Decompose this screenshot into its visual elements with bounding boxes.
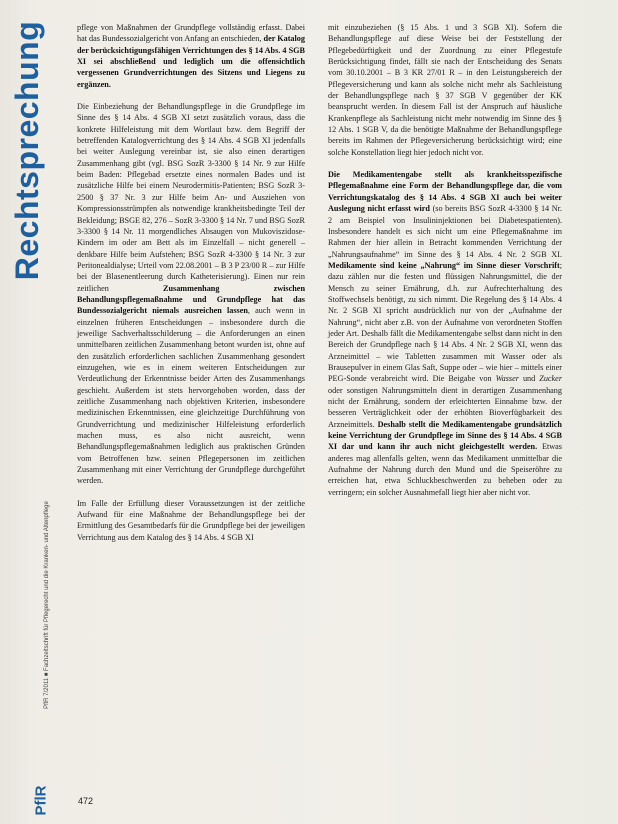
journal-line — [36, 450, 58, 760]
italic-run: Wasser — [495, 374, 519, 384]
text-run: Die Einbeziehung der Behandlungspflege in die Grundpflege im Sinne des § 14 Abs. 4 SGB XI setzt zusätzlich voraus, dass die konkrete Hilfeleistung mit dem Wortlaut bzw. dem Begriff der betreffenden Katalogverrichtung des § 14 Abs. 4 SGB XI jedenfalls bei weiter Auslegung vereinbar ist, sie also einen derartigen Zusammenhang gibt (vgl. BSG SozR 3-3300 § 14 Nr. 9 zur Hilfe beim Baden: Pflegebad ersetzte eines normalen Bades und ist zusätzliche Hilfe bei einem Neurodermitis-Patienten; BSG SozR 3-2500 § 37 Nr. 3 zur Hilfe beim An- und Ausziehen von Kompressionsstrümpfen als notwendige krankheitsbedingte Teil der Bekleidung; BSGE 82, 276 – SozR 3-3300 § 14 Nr. 7 und BSG SozR 3-3300 § 14 Nr. 11 morgendliches Absaugen von Mukoviszidose-Kindern im oder am Bett als im Einzelfall – nicht generell – denkbare Hilfe beim Aufstehen; BSG SozR 4-3300 § 14 Nr. 3 zur Peritonealdialyse; Urteil vom 22.08.2001 – B 3 P 23/00 R – zur Hilfe bei der Blasenentleerung durch Katheterisierung). Einen nur rein zeitlichen — [77, 102, 305, 293]
journal-logo-text: PflR — [32, 785, 50, 815]
text-run: oder sonstigen Nahrungsmitteln dient in derartigen Zusammenhang nicht der Ernährung, sondern der erleichterten Einnahme bzw. der besseren Verträglichkeit oder der erhöhten Bioverfügbarkeit des Arzneimittels. — [328, 385, 562, 429]
bold-run: Zusammenhang zwischen Behandlungspflegemaßnahme und Grundpflege hat das Bundessozialgericht niemals ausreichen lassen — [77, 283, 305, 316]
left-column — [77, 22, 305, 543]
left-paragraph-3 — [77, 498, 305, 543]
text-run: und — [518, 374, 540, 384]
right-column — [328, 22, 562, 498]
section-title — [6, 20, 50, 280]
right-paragraph-1 — [328, 22, 562, 158]
bold-run: Deshalb stellt die Medikamentengabe grundsätzlich keine Verrichtung der Grundpflege im Sinne des § 14 Abs. 4 SGB XI dar und kann ihr auch nicht gleichgestellt werden. — [328, 419, 562, 452]
text-run: Im Falle der Erfüllung dieser Voraussetzungen ist der zeitliche Aufwand für eine Maßnahme der Behandlungspflege bei der Ermittlung des Gesamtbedarfs für die Grundpflege bei der jeweiligen Verrichtung aus dem Katalog des § 14 Abs. 4 SGB XI — [77, 498, 305, 542]
italic-run: Zucker — [539, 374, 563, 384]
bold-run: Die Medikamentengabe stellt als krankheitsspezifische Pflegemaßnahme eine Form der Behandlungspflege dar, die vom Verrichtungskatalog des § 14 Abs. 4 SGB XI auch bei weiter Auslegung nicht erfasst wird — [328, 170, 562, 214]
journal-logo — [26, 768, 56, 824]
bold-run: der Katalog der berücksichtigungsfähigen Verrichtungen des § 14 Abs. 4 SGB XI sei abschließend und lediglich um die offensichtlich vergessenen Grundverrichtungen des Sitzens und Liegens zu ergänzen. — [77, 34, 305, 89]
bold-run: Medikamente sind keine „Nahrung“ im Sinne dieser Vorschrift — [328, 260, 560, 270]
text-run: , auch wenn in einzelnen früheren Entscheidungen – insbesondere durch die jeweilige Sachverhaltsschilderung – die Anforderungen an einen unmittelbaren zeitlichen Zusammenhang betont wurden ist, ohne auf den zusätzlich erforderlichen sachlichen Zusammenhang gesondert einzugehen, wie es in einem weiteren Entscheidungen zur Verdeutlichung der Erkenntnisse beider Arten des Zusammenhangs geschieht. Außerdem ist stets hervorgehoben worden, dass der zeitliche Zusammenhang nach objektiven Kriterien, insbesondere medizinischen Erkenntnissen, eine gleichzeitige Durchführung von Grundverrichtung und medizinischer Hilfeleistung erforderlich machen muss, es also nicht ausreicht, wenn Behandlungspflegemaßnahmen lediglich aus praktischen Gründen vom Betroffenen bzw. seinen Pflegepersonen im zeitlichen Zusammenhang mit einer Verrichtung der Grundpflege durchgeführt werden. — [77, 306, 305, 486]
right-paragraph-2 — [328, 169, 562, 498]
text-run: ; dazu zählen nur die festen und flüssigen Nahrungsmittel, die der Mensch zu seiner Ernährung, d.h. zur Aufrechterhaltung des Stoffwechsels benötigt, zu sich nimmt. Die Regelung des § 14 Abs. 4 Nr. 2 SGB XI spricht ausdrücklich nur von der „Aufnahme der Nahrung“, nicht aber z.B. von der Aufnahme von verordneten Stoffen jeder Art. Deshalb fällt die Medikamentengabe selbst dann nicht in den Bereich der Grundpflege nach § 14 Abs. 4 Nr. 2 SGB XI, wenn das Arzneimittel – wie Tabletten zusammen mit Wasser oder als Brausepulver in einem Glas Saft, Suppe oder – wie hier – mittels einer PEG-Sonde verabreicht wird. Die Beigabe von — [328, 260, 562, 384]
section-title-text: Rechtsprechung — [9, 20, 46, 280]
text-run: Etwas anderes mag allenfalls gelten, wenn das Medikament unmittelbar die Aufnahme der Nahrung durch den Mund und die Speiseröhre zu erreichen hat, etwa Schluckbeschwerden zu beheben oder zu verringern; ein solcher Ausnahmefall liegt hier aber nicht vor. — [328, 442, 562, 497]
text-run: (so bereits BSG SozR 4-3300 § 14 Nr. 2 am Beispiel von Insulininjektionen bei Diabetespatienten). Insbesondere handelt es sich nicht um eine Pflegemaßnahme im Rahmen der hier allein in Betracht kommenden Verrichtung der „Nahrungsaufnahme“ im Sinne des § 14 Abs. 4 Nr. 2 SGB XI. — [328, 204, 562, 259]
left-paragraph-1 — [77, 22, 305, 90]
text-run: pflege von Maßnahmen der Grundpflege vollständig erfasst. Dabei hat das Bundessozialgericht von Anfang an entschieden, — [77, 23, 305, 44]
text-run: mit einzubeziehen (§ 15 Abs. 1 und 3 SGB XI). Sofern die Behandlungspflege auf diese Weise bei der Feststellung der Pflegebedürftigkeit und der Zuordnung zu einer Pflegestufe Berücksichtigung findet, fällt sie nach der Entscheidung des Senats vom 30.10.2001 – B 3 KR 27/01 R – in den Leistungsbereich der Pflegeversicherung und kann als solche nicht mehr als Sachleistung der Behandlungspflege nach § 37 SGB V gegenüber der KK beansprucht werden. In diesem Fall ist der Anspruch auf häusliche Krankenpflege als Sachleistung nicht mehr notwendig im Sinne des § 12 Abs. 1 SGB V, da die benötigte Maßnahme der Behandlungspflege bereits im Rahmen der Pflegeversicherung berücksichtigt wird; eine solche Konstellation liegt hier jedoch nicht vor. — [328, 23, 562, 157]
page-number: 472 — [78, 796, 94, 806]
journal-line-text: PflR 7/2011 ■ Fachzeitschrift für Pflegerecht und die Kranken- und Altenpflege — [44, 501, 51, 709]
left-paragraph-2 — [77, 101, 305, 487]
